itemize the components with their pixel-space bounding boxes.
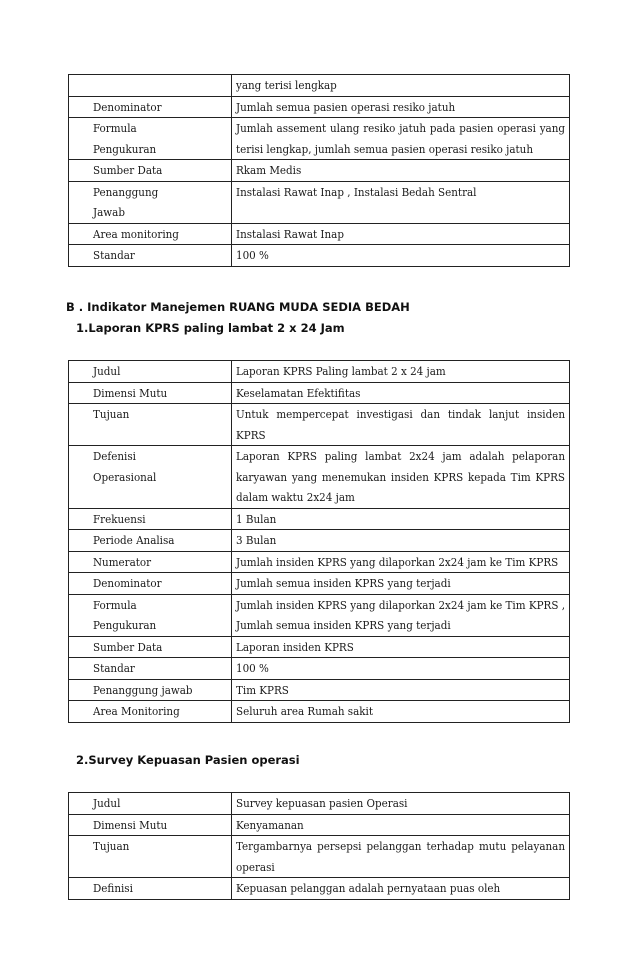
table-row — [69, 573, 570, 595]
row-label: Penanggung Jawab — [69, 181, 232, 223]
table-row — [69, 594, 570, 636]
row-label: Formula Pengukuran — [69, 118, 232, 160]
row-label: Judul — [69, 361, 232, 383]
row-label: Formula Pengukuran — [69, 594, 232, 636]
row-label: Denominator — [69, 96, 232, 118]
row-value: 100 % — [232, 658, 570, 680]
kprs-indicator-table — [68, 360, 570, 723]
table-row — [69, 508, 570, 530]
table-row — [69, 361, 570, 383]
row-label: Tujuan — [69, 836, 232, 878]
table-row — [69, 245, 570, 267]
row-label: Periode Analisa — [69, 530, 232, 552]
table-row — [69, 404, 570, 446]
table-row — [69, 793, 570, 815]
row-value: Instalasi Rawat Inap , Instalasi Bedah Sentral — [232, 181, 570, 223]
row-label: Defenisi Operasional — [69, 446, 232, 509]
row-value: Jumlah assement ulang resiko jatuh pada pasien operasi yang terisi lengkap, jumlah semua pasien operasi resiko jatuh — [232, 118, 570, 160]
table-row — [69, 223, 570, 245]
indicator-table-top — [68, 74, 570, 267]
row-value: Seluruh area Rumah sakit — [232, 701, 570, 723]
row-value: Kenyamanan — [232, 814, 570, 836]
table-row — [69, 160, 570, 182]
row-value: Jumlah semua pasien operasi resiko jatuh — [232, 96, 570, 118]
row-label: Numerator — [69, 551, 232, 573]
section-b-heading: B . Indikator Manejemen RUANG MUDA SEDIA BEDAH — [66, 300, 410, 314]
row-label: Sumber Data — [69, 160, 232, 182]
row-value: Jumlah insiden KPRS yang dilaporkan 2x24 jam ke Tim KPRS — [232, 551, 570, 573]
table-row — [69, 878, 570, 900]
row-label: Dimensi Mutu — [69, 814, 232, 836]
table-row — [69, 181, 570, 223]
row-value: Laporan KPRS paling lambat 2x24 jam adalah pelaporan karyawan yang menemukan insiden KPRS kepada Tim KPRS dalam waktu 2x24 jam — [232, 446, 570, 509]
row-value: Tergambarnya persepsi pelanggan terhadap mutu pelayanan operasi — [232, 836, 570, 878]
row-label: Denominator — [69, 573, 232, 595]
table-row — [69, 530, 570, 552]
table-row — [69, 814, 570, 836]
table-row — [69, 636, 570, 658]
row-value: Keselamatan Efektifitas — [232, 382, 570, 404]
row-value: Jumlah semua insiden KPRS yang terjadi — [232, 573, 570, 595]
table-row — [69, 658, 570, 680]
row-label: Standar — [69, 245, 232, 267]
row-label: Tujuan — [69, 404, 232, 446]
row-value: Rkam Medis — [232, 160, 570, 182]
row-value: yang terisi lengkap — [232, 75, 570, 97]
table-row — [69, 446, 570, 509]
row-value: Survey kepuasan pasien Operasi — [232, 793, 570, 815]
row-value: Untuk mempercepat investigasi dan tindak lanjut insiden KPRS — [232, 404, 570, 446]
table-row — [69, 836, 570, 878]
row-label: Standar — [69, 658, 232, 680]
row-value: Instalasi Rawat Inap — [232, 223, 570, 245]
row-value: 100 % — [232, 245, 570, 267]
row-value: Kepuasan pelanggan adalah pernyataan puas oleh — [232, 878, 570, 900]
row-label: Frekuensi — [69, 508, 232, 530]
row-value: Tim KPRS — [232, 679, 570, 701]
row-label: Dimensi Mutu — [69, 382, 232, 404]
table-row — [69, 701, 570, 723]
row-value: Jumlah insiden KPRS yang dilaporkan 2x24 jam ke Tim KPRS , Jumlah semua insiden KPRS yang terjadi — [232, 594, 570, 636]
survey-indicator-table — [68, 792, 570, 900]
section-1-heading: 1.Laporan KPRS paling lambat 2 x 24 Jam — [76, 321, 345, 335]
row-label: Sumber Data — [69, 636, 232, 658]
row-value: Laporan KPRS Paling lambat 2 x 24 jam — [232, 361, 570, 383]
table-row — [69, 382, 570, 404]
row-label: Penanggung jawab — [69, 679, 232, 701]
row-value: 1 Bulan — [232, 508, 570, 530]
table-row — [69, 118, 570, 160]
table-row — [69, 551, 570, 573]
row-value: 3 Bulan — [232, 530, 570, 552]
table-row — [69, 679, 570, 701]
row-value: Laporan insiden KPRS — [232, 636, 570, 658]
section-2-heading: 2.Survey Kepuasan Pasien operasi — [76, 753, 300, 767]
row-label: Definisi — [69, 878, 232, 900]
row-label: Judul — [69, 793, 232, 815]
row-label — [69, 75, 232, 97]
table-row — [69, 96, 570, 118]
row-label: Area monitoring — [69, 223, 232, 245]
table-row — [69, 75, 570, 97]
row-label: Area Monitoring — [69, 701, 232, 723]
